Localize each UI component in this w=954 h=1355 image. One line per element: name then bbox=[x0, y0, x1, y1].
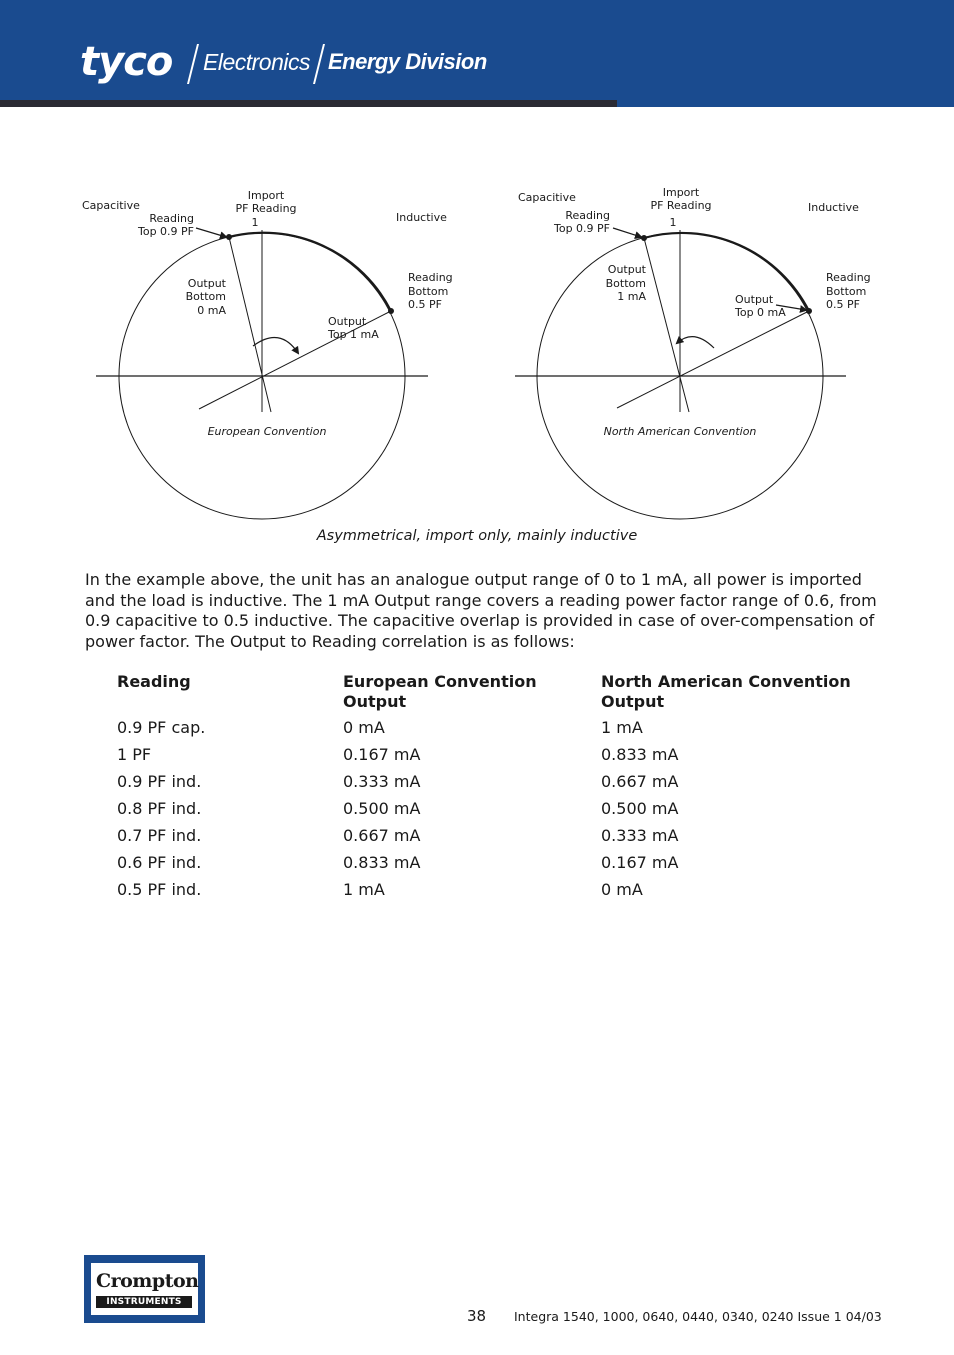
label-output-top: Output bbox=[328, 315, 367, 328]
cell-north-american: 0.167 mA bbox=[601, 853, 679, 872]
label-reading-top-value: Top 0.9 PF bbox=[553, 222, 610, 235]
label-import: Import bbox=[247, 189, 285, 202]
european-top-reading-line bbox=[229, 237, 271, 412]
label-output-top-value: Top 1 mA bbox=[328, 328, 379, 341]
label-output-top: Output bbox=[735, 293, 774, 306]
cell-european: 1 mA bbox=[343, 880, 385, 899]
header-stripe bbox=[0, 100, 617, 107]
label-inductive: Inductive bbox=[396, 211, 447, 224]
label-reading-bottom-2: Bottom bbox=[408, 285, 449, 298]
crompton-logo-sub: INSTRUMENTS bbox=[96, 1296, 192, 1308]
crompton-logo-panel bbox=[91, 1263, 198, 1315]
cell-reading: 0.9 PF ind. bbox=[117, 772, 202, 791]
label-capacitive: Capacitive bbox=[518, 191, 576, 204]
header-european: European Convention Output bbox=[343, 672, 537, 711]
label-output-bottom-2: Bottom bbox=[185, 290, 226, 303]
north-american-bottom-point bbox=[806, 308, 812, 314]
north-american-top-point bbox=[641, 235, 647, 241]
north-american-range-arc bbox=[644, 233, 809, 311]
european-top-pointer bbox=[196, 228, 226, 237]
label-european-convention: European Convention bbox=[207, 425, 327, 438]
cell-north-american: 1 mA bbox=[601, 718, 643, 737]
table-row bbox=[117, 745, 881, 772]
cell-reading: 0.6 PF ind. bbox=[117, 853, 202, 872]
european-bottom-point bbox=[388, 308, 394, 314]
label-output-bottom: Output bbox=[187, 277, 226, 290]
label-reading-bottom-2: Bottom bbox=[826, 285, 867, 298]
cell-reading: 1 PF bbox=[117, 745, 152, 764]
north-american-top-reading-line bbox=[644, 238, 689, 412]
logo-electronics: Electronics bbox=[203, 49, 310, 75]
logo-divider bbox=[187, 44, 199, 84]
table-row bbox=[117, 880, 881, 907]
tyco-logo: tyco bbox=[80, 39, 173, 85]
label-output-bottom-2: Bottom bbox=[605, 277, 646, 290]
north-american-bottom-reading-line bbox=[617, 311, 809, 408]
cell-north-american: 0.333 mA bbox=[601, 826, 679, 845]
table-row bbox=[117, 799, 881, 826]
label-capacitive: Capacitive bbox=[82, 199, 140, 212]
label-reading-bottom: Reading bbox=[826, 271, 871, 284]
label-output-top-value: Top 0 mA bbox=[735, 306, 786, 319]
label-reading-bottom: Reading bbox=[408, 271, 453, 284]
cell-european: 0.667 mA bbox=[343, 826, 421, 845]
label-reading-top-value: Top 0.9 PF bbox=[137, 225, 194, 238]
north-american-diagram bbox=[515, 186, 871, 519]
european-diagram bbox=[82, 189, 453, 519]
label-reading-top: Reading bbox=[565, 209, 610, 222]
north-american-rotation-arrow bbox=[677, 337, 714, 348]
header-north-american: North American Convention Output bbox=[601, 672, 851, 711]
header-banner bbox=[0, 0, 954, 107]
table-row bbox=[117, 772, 881, 799]
label-pf-one: 1 bbox=[251, 216, 259, 229]
label-reading-top: Reading bbox=[149, 212, 194, 225]
cell-european: 0.167 mA bbox=[343, 745, 421, 764]
label-output-bottom-value: 1 mA bbox=[617, 290, 646, 303]
cell-north-american: 0.500 mA bbox=[601, 799, 679, 818]
european-rotation-arrow bbox=[253, 337, 298, 353]
european-top-point bbox=[226, 234, 232, 240]
table-row bbox=[117, 718, 881, 745]
cell-reading: 0.7 PF ind. bbox=[117, 826, 202, 845]
cell-reading: 0.9 PF cap. bbox=[117, 718, 206, 737]
table-header-row bbox=[117, 672, 881, 718]
cell-reading: 0.5 PF ind. bbox=[117, 880, 202, 899]
label-north-american-convention: North American Convention bbox=[603, 425, 757, 438]
logo-divider bbox=[313, 44, 325, 84]
label-pf-one: 1 bbox=[669, 216, 677, 229]
document-reference: Integra 1540, 1000, 0640, 0440, 0340, 0240 Issue 1 04/03 bbox=[514, 1309, 882, 1324]
power-factor-diagrams bbox=[0, 180, 954, 525]
body-paragraph: In the example above, the unit has an analogue output range of 0 to 1 mA, all power is imported and the load is inductive. The 1 mA Output range covers a reading power factor range of 0.6, from 0.9 capacitive to 0.5 inductive. The capacitive overlap is provided in case of over-compensation of power factor. The Output to Reading correlation is as follows: bbox=[85, 570, 877, 651]
cell-european: 0.833 mA bbox=[343, 853, 421, 872]
cell-north-american: 0 mA bbox=[601, 880, 643, 899]
correlation-table bbox=[117, 672, 881, 907]
table-row bbox=[117, 826, 881, 853]
label-import: Import bbox=[662, 186, 700, 199]
table-row bbox=[117, 853, 881, 880]
cell-european: 0.333 mA bbox=[343, 772, 421, 791]
header-reading: Reading bbox=[117, 672, 191, 691]
label-pf-reading: PF Reading bbox=[235, 202, 297, 215]
label-output-bottom-value: 0 mA bbox=[197, 304, 226, 317]
cell-north-american: 0.833 mA bbox=[601, 745, 679, 764]
european-range-arc bbox=[229, 233, 391, 311]
page-number: 38 bbox=[467, 1307, 487, 1325]
cell-european: 0.500 mA bbox=[343, 799, 421, 818]
logo-division: Energy Division bbox=[328, 49, 487, 74]
cell-european: 0 mA bbox=[343, 718, 385, 737]
crompton-logo-name: Crompton bbox=[96, 1270, 199, 1292]
label-output-bottom: Output bbox=[607, 263, 646, 276]
label-reading-bottom-value: 0.5 PF bbox=[408, 298, 442, 311]
north-american-top-pointer bbox=[613, 228, 641, 237]
label-reading-bottom-value: 0.5 PF bbox=[826, 298, 860, 311]
crompton-logo bbox=[84, 1255, 205, 1323]
label-inductive: Inductive bbox=[808, 201, 859, 214]
diagram-caption: Asymmetrical, import only, mainly inductive bbox=[316, 528, 638, 544]
cell-reading: 0.8 PF ind. bbox=[117, 799, 202, 818]
cell-north-american: 0.667 mA bbox=[601, 772, 679, 791]
label-pf-reading: PF Reading bbox=[650, 199, 712, 212]
